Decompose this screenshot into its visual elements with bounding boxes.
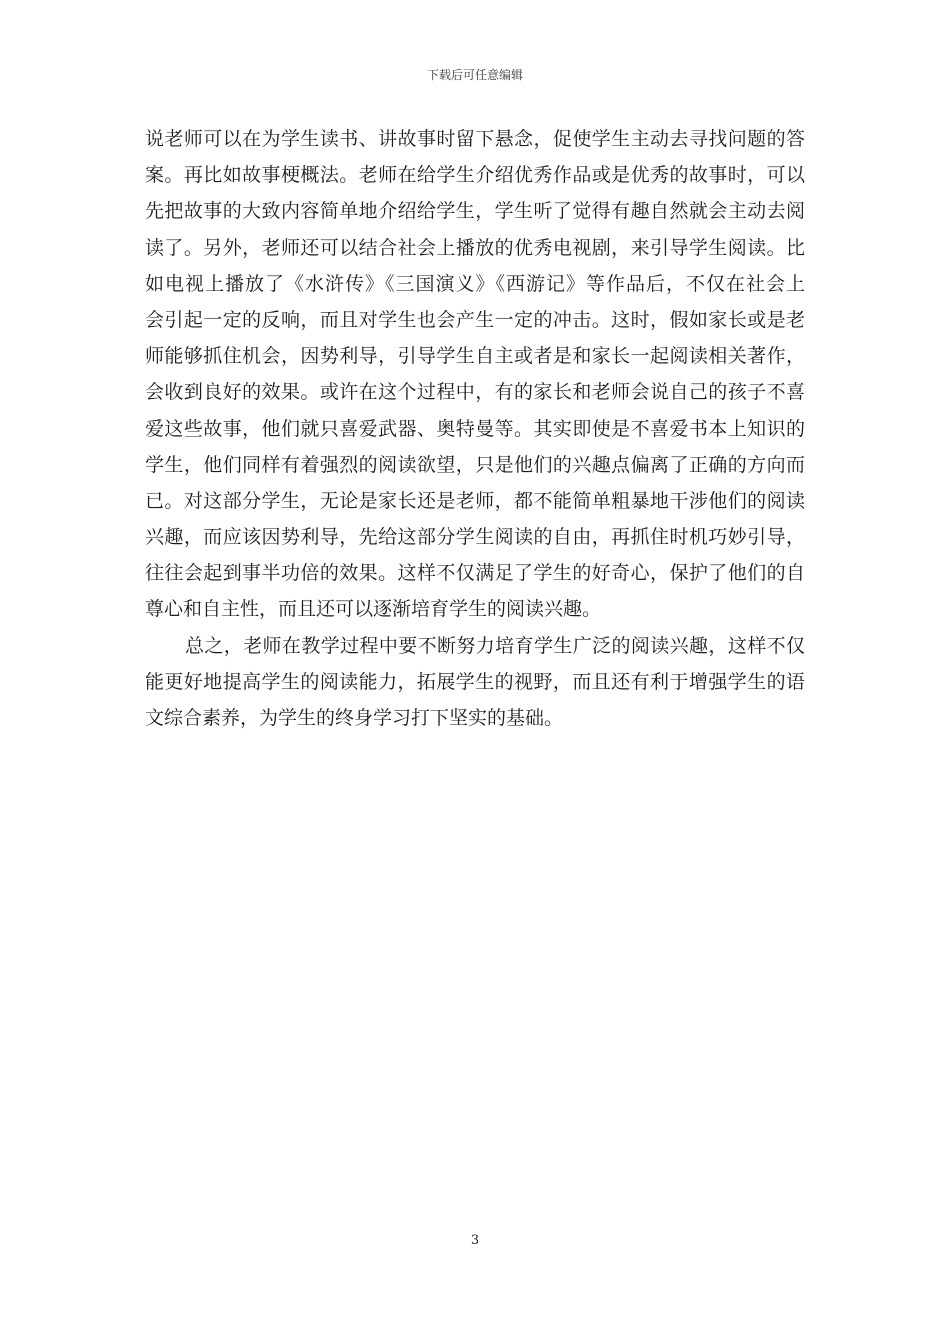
text-line: 爱这些故事，他们就只喜爱武器、奥特曼等。其实即使是不喜爱书本上知识的 xyxy=(145,417,805,440)
text-line: 会收到良好的效果。或许在这个过程中，有的家长和老师会说自己的孩子不喜 xyxy=(145,381,805,404)
text-line: 说老师可以在为学生读书、讲故事时留下悬念，促使学生主动去寻找问题的答 xyxy=(145,128,805,150)
text-line: 学生，他们同样有着强烈的阅读欲望，只是他们的兴趣点偏离了正确的方向而 xyxy=(145,453,805,476)
text-line: 先把故事的大致内容简单地介绍给学生，学生听了觉得有趣自然就会主动去阅 xyxy=(145,200,805,223)
page-header: 下载后可任意编辑 xyxy=(426,68,523,82)
text-line: 读了。另外，老师还可以结合社会上播放的优秀电视剧，来引导学生阅读。比 xyxy=(145,236,805,259)
text-line: 兴趣，而应该因势利导，先给这部分学生阅读的自由，再抓住时机巧妙引导， xyxy=(145,526,805,549)
text-line: 文综合素养，为学生的终身学习打下坚实的基础。 xyxy=(145,707,564,729)
text-line: 师能够抓住机会，因势利导，引导学生自主或者是和家长一起阅读相关著作， xyxy=(145,345,805,368)
document-body xyxy=(145,121,805,736)
text-line: 往往会起到事半功倍的效果。这样不仅满足了学生的好奇心，保护了他们的自 xyxy=(145,562,805,585)
paragraph-2 xyxy=(145,628,805,737)
text-line: 尊心和自主性，而且还可以逐渐培育学生的阅读兴趣。 xyxy=(145,598,602,621)
page-number: 3 xyxy=(470,1233,480,1248)
text-line: 会引起一定的反响，而且对学生也会产生一定的冲击。这时，假如家长或是老 xyxy=(145,308,805,331)
paragraph-1 xyxy=(145,121,805,628)
text-line: 总之，老师在教学过程中要不断努力培育学生广泛的阅读兴趣，这样不仅 xyxy=(185,634,805,657)
text-line: 已。对这部分学生，无论是家长还是老师，都不能简单粗暴地干涉他们的阅读 xyxy=(145,489,805,512)
text-line: 案。再比如故事梗概法。老师在给学生介绍优秀作品或是优秀的故事时，可以 xyxy=(145,164,805,187)
text-line: 如电视上播放了《水浒传》《三国演义》《西游记》等作品后，不仅在社会上 xyxy=(145,272,805,295)
text-line: 能更好地提高学生的阅读能力，拓展学生的视野，而且还有利于增强学生的语 xyxy=(145,670,805,693)
